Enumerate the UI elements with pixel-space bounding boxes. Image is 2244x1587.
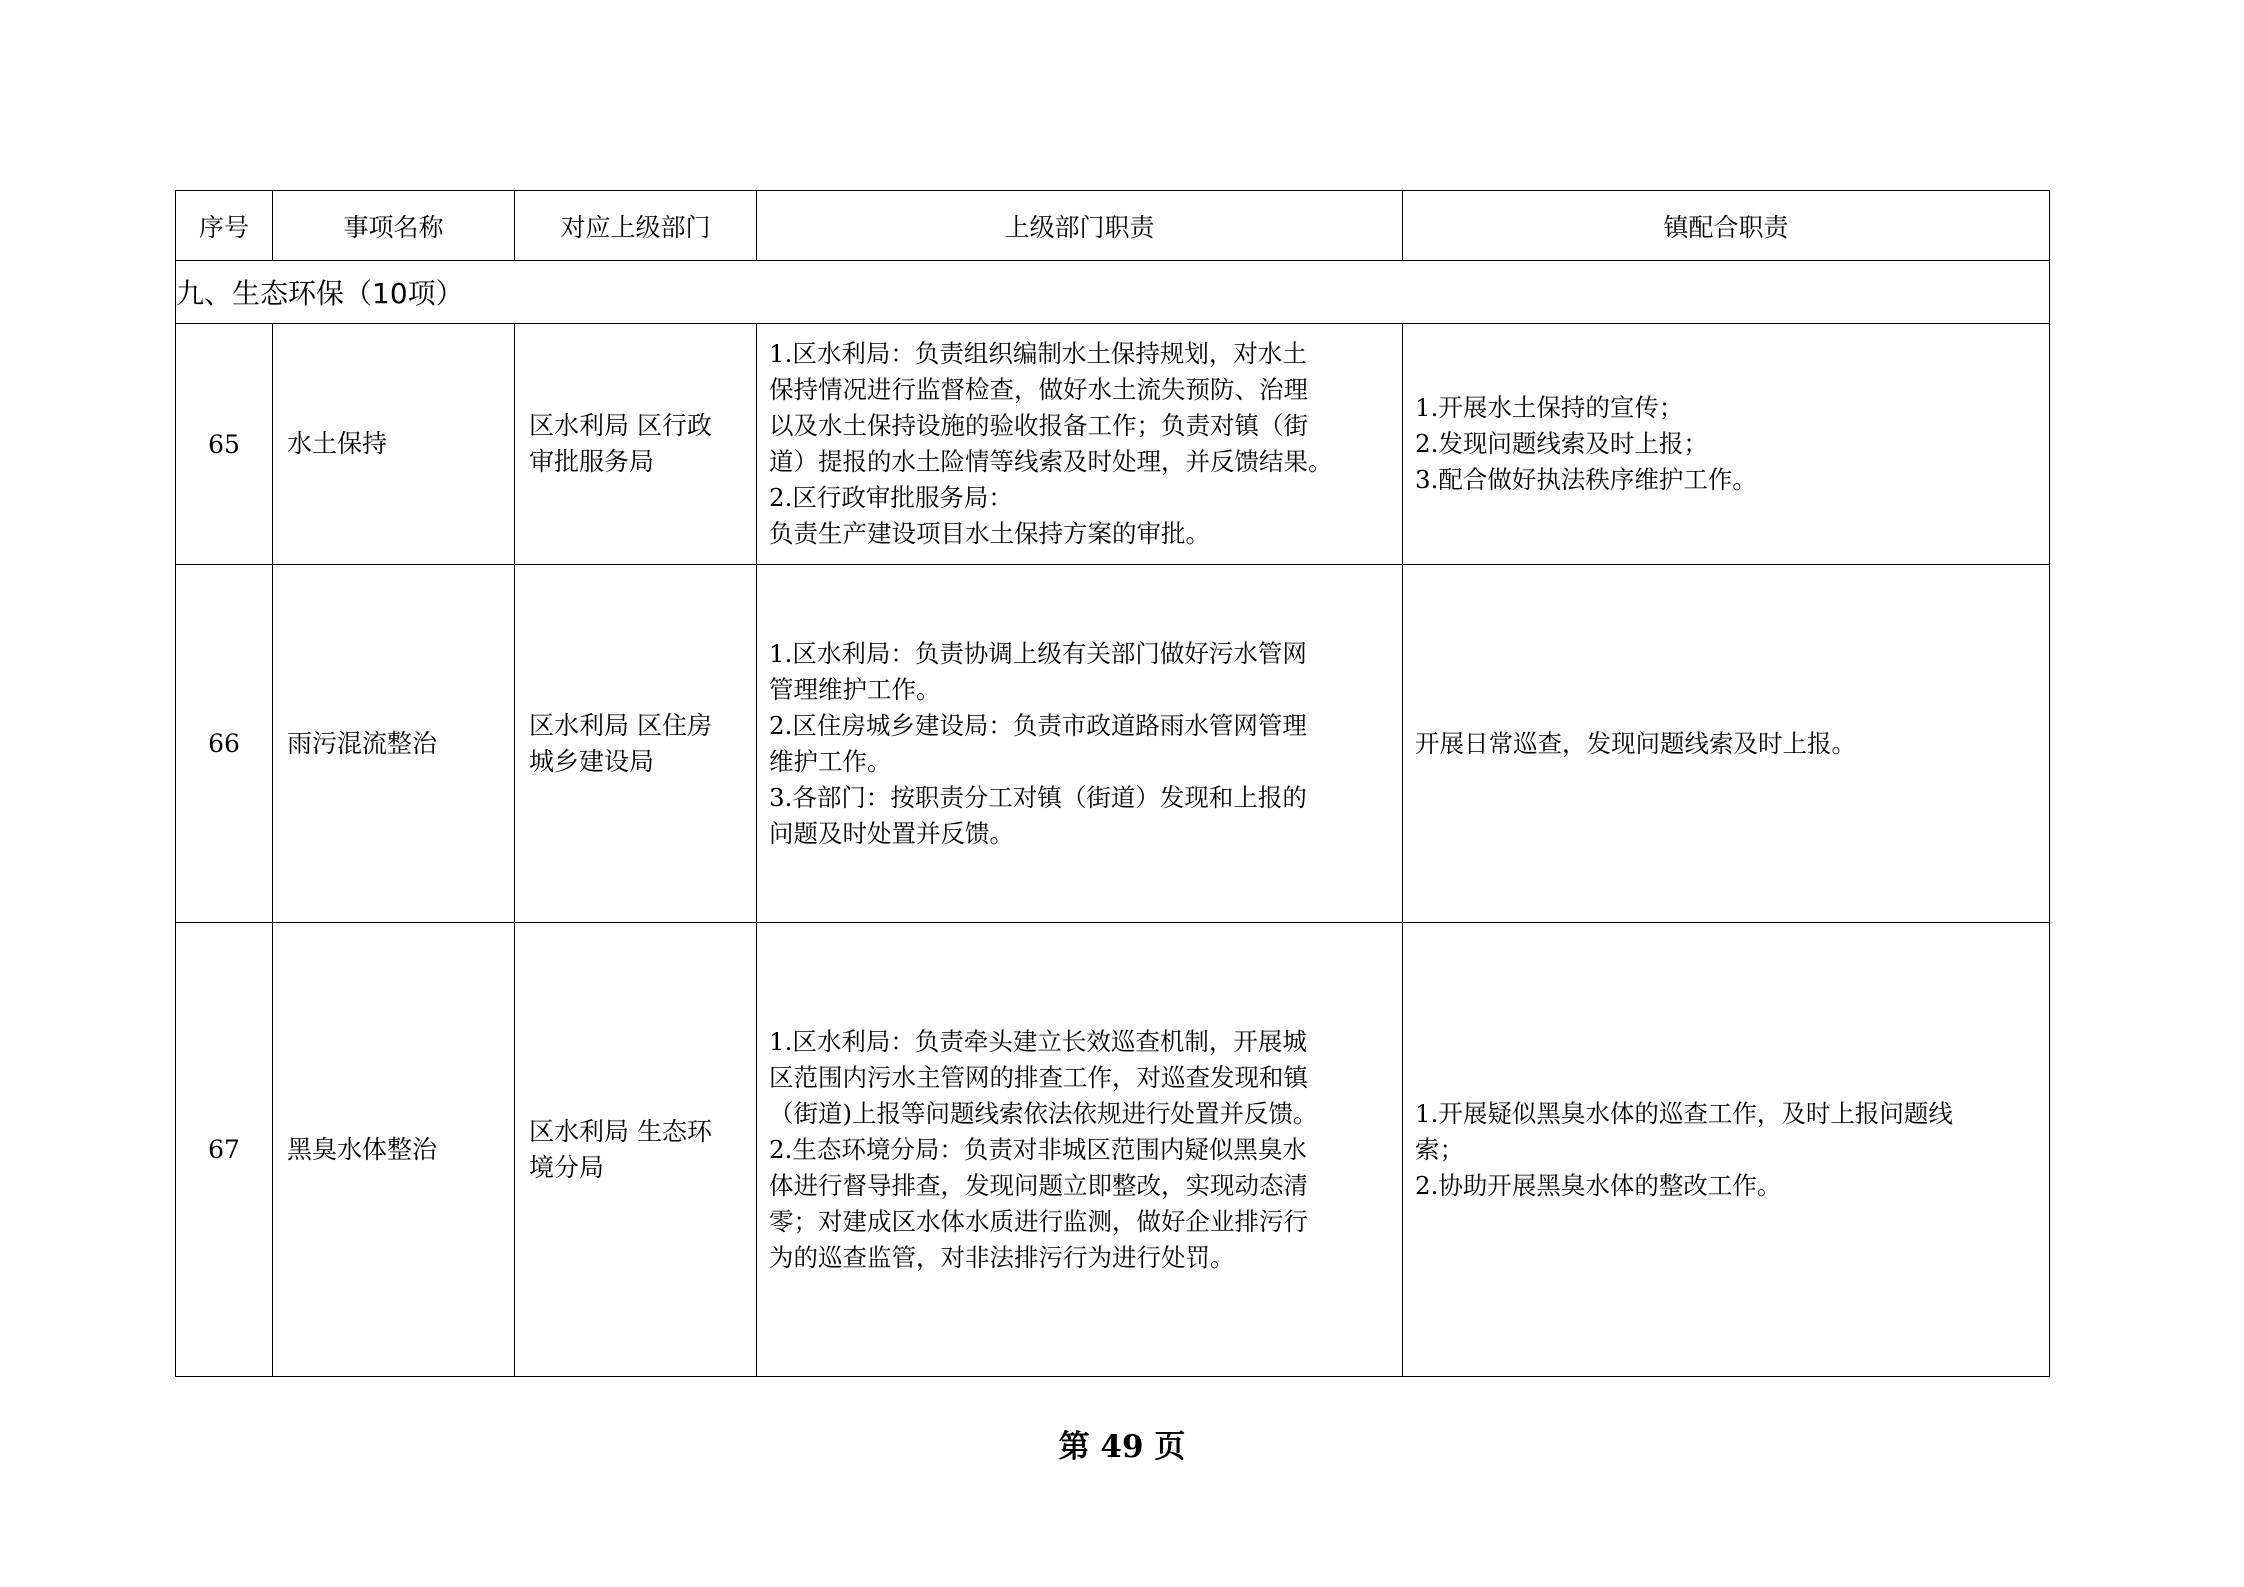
duty-line: 3.各部门：按职责分工对镇（街道）发现和上报的: [769, 782, 1307, 812]
duty-line: 体进行督导排查，发现问题立即整改，实现动态清: [769, 1170, 1308, 1200]
department-line: 境分局: [529, 1152, 605, 1182]
department-line: 审批服务局: [529, 447, 655, 476]
duty-line: 零；对建成区水体水质进行监测，做好企业排污行: [769, 1206, 1308, 1236]
town-duty-line: 开展日常巡查，发现问题线索及时上报。: [1415, 728, 1856, 758]
duty-line: 1.区水利局：负责牵头建立长效巡查机制，开展城: [769, 1026, 1307, 1056]
department-line: 区水利局 区行政: [529, 411, 712, 440]
page-number: 第 49 页: [1058, 1429, 1186, 1465]
town-duty-line: 1.开展水土保持的宣传；: [1415, 393, 1684, 422]
duty-line: 2.区行政审批服务局：: [769, 483, 1013, 512]
town-duty-line: 2.发现问题线索及时上报；: [1415, 429, 1708, 458]
table-row: [176, 324, 2050, 565]
town-duties: [1403, 324, 2050, 565]
header-town-duties: 镇配合职责: [1403, 191, 2050, 261]
duty-line: 2.生态环境分局：负责对非城区范围内疑似黑臭水: [769, 1134, 1307, 1164]
duty-line: 1.区水利局：负责组织编制水土保持规划，对水土: [769, 339, 1307, 368]
table-row: [176, 565, 2050, 923]
header-serial-number: 序号: [176, 191, 273, 261]
town-duty-line: 3.配合做好执法秩序维护工作。: [1415, 465, 1757, 494]
duty-line: 负责生产建设项目水土保持方案的审批。: [769, 519, 1210, 548]
row-number: 65: [176, 324, 273, 565]
table-header-row: [176, 191, 2050, 261]
town-duty-line: 2.协助开展黑臭水体的整改工作。: [1415, 1170, 1782, 1200]
superior-duties: [757, 324, 1403, 565]
town-duties: [1403, 565, 2050, 923]
section-row: [176, 261, 2050, 324]
header-superior-department: 对应上级部门: [515, 191, 757, 261]
header-superior-duties: 上级部门职责: [757, 191, 1403, 261]
item-name: 雨污混流整治: [273, 565, 515, 923]
superior-department: [515, 324, 757, 565]
superior-duties: [757, 565, 1403, 923]
department-line: 城乡建设局: [529, 746, 655, 776]
department-line: 区水利局 区住房: [529, 710, 712, 740]
table-row: [176, 923, 2050, 1377]
item-name: 水土保持: [273, 324, 515, 565]
row-number: 67: [176, 923, 273, 1377]
department-line: 区水利局 生态环: [529, 1116, 712, 1146]
superior-department: [515, 565, 757, 923]
duty-line: 保持情况进行监督检查，做好水土流失预防、治理: [769, 375, 1308, 404]
duty-line: 道）提报的水土险情等线索及时处理，并反馈结果。: [769, 447, 1333, 476]
header-item-name: 事项名称: [273, 191, 515, 261]
item-name: 黑臭水体整治: [273, 923, 515, 1377]
town-duties: [1403, 923, 2050, 1377]
town-duty-line: 索；: [1415, 1134, 1464, 1164]
duty-table: [175, 190, 2050, 1377]
duty-line: 问题及时处置并反馈。: [769, 818, 1014, 848]
section-title: 九、生态环保（10项）: [176, 261, 2050, 324]
duty-line: 维护工作。: [769, 746, 892, 776]
superior-duties: [757, 923, 1403, 1377]
duty-line: 2.区住房城乡建设局：负责市政道路雨水管网管理: [769, 710, 1307, 740]
superior-department: [515, 923, 757, 1377]
row-number: 66: [176, 565, 273, 923]
duty-line: 1.区水利局：负责协调上级有关部门做好污水管网: [769, 638, 1307, 668]
duty-line: 区范围内污水主管网的排查工作，对巡查发现和镇: [769, 1062, 1308, 1092]
duty-line: 为的巡查监管，对非法排污行为进行处罚。: [769, 1242, 1235, 1272]
town-duty-line: 1.开展疑似黑臭水体的巡查工作，及时上报问题线: [1415, 1098, 1953, 1128]
duty-line: 以及水土保持设施的验收报备工作；负责对镇（街: [769, 411, 1308, 440]
duty-line: 管理维护工作。: [769, 674, 941, 704]
duty-line: （街道)上报等问题线索依法依规进行处置并反馈。: [769, 1098, 1318, 1128]
